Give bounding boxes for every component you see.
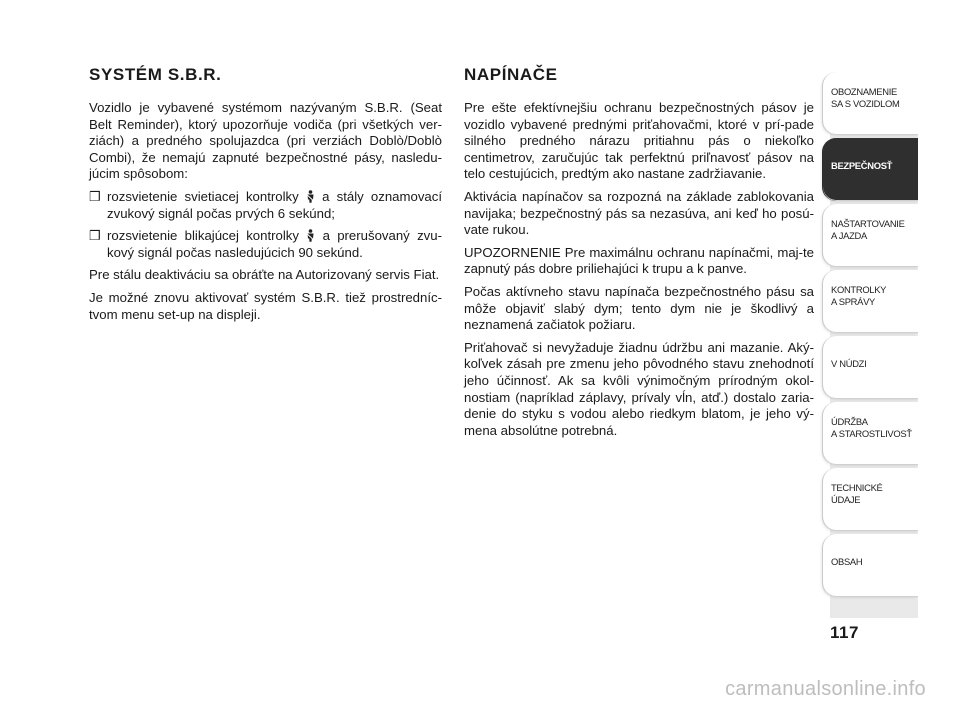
sbr-deactivation-text: Pre stálu deaktiváciu sa obráťte na Autorizovaný servis Fiat. — [89, 267, 440, 283]
sbr-reactivation-text: Je možné znovu aktivovať systém S.B.R. tiež prostredníc-tvom menu set-up na displeji. — [89, 289, 442, 322]
checkbox-bullet-icon: ❒ — [89, 188, 101, 204]
tab-bezpecnost[interactable]: BEZPEČNOSŤ — [822, 138, 918, 201]
tab-obsah[interactable]: OBSAH — [822, 534, 918, 597]
sbr-bullet-2 — [89, 228, 442, 261]
pretensioner-paragraph: Priťahovač si nevyžaduje žiadnu údržbu ani mazanie. Aký-koľvek zásah pre zmenu jeho pôvodného stavu znehodnotí jeho účinnosť. Ak sa kvôli výnimočným prírodným okol-nostiam (napríklad záplavy, prívaly vĺn, atď.) dostalo zaria-denie do styku s vodou alebo riedkym blatom, je jeho vý-mena absolútne potrebná. — [464, 339, 814, 438]
tab-udrzba[interactable]: ÚDRŽBA A STAROSTLIVOSŤ — [822, 402, 918, 465]
page-number: 117 — [830, 623, 859, 642]
pretensioner-paragraph: Pre ešte efektívnejšiu ochranu bezpečnostných pásov je vozidlo vybavené prednými priťahovačmi, ktoré v prí-pade silného predného nárazu pritiahnu pás o niekoľko centimetrov, zaručujúc tak perfektnú priľnavosť pásov na telo cestujúcich, predtým ako nastane zadržiavanie. — [464, 100, 814, 182]
tab-technicke-udaje[interactable]: TECHNICKÉ ÚDAJE — [822, 468, 918, 531]
chapter-tabs — [822, 72, 918, 600]
sbr-intro: Vozidlo je vybavené systémom nazývaným S.B.R. (Seat Belt Reminder), ktorý upozorňuje vodiča (pri všetkých ver-ziách) a predného spolujazdca (pri verziách Doblò/Doblò Combi), že nemajú zapnuté bezpečnostné pásy, nasledu-júcim spôsobom: — [89, 100, 442, 182]
bullet-text-before: rozsvietenie svietiacej kontrolky — [107, 188, 299, 204]
sbr-bullet-1 — [89, 189, 442, 222]
tab-kontrolky[interactable]: KONTROLKY A SPRÁVY — [822, 270, 918, 333]
seatbelt-warning-icon — [306, 190, 315, 203]
section-title-pretensioners: NAPÍNAČE — [464, 65, 558, 84]
checkbox-bullet-icon: ❒ — [89, 228, 101, 244]
section-title-sbr: SYSTÉM S.B.R. — [89, 65, 222, 84]
pretensioner-warning: UPOZORNENIE Pre maximálnu ochranu napínačmi, maj-te zapnutý pás dobre priliehajúci k trupu a k panve. — [464, 244, 814, 277]
seatbelt-warning-icon — [306, 229, 315, 242]
tab-oboznamenie[interactable]: OBOZNAMENIE SA S VOZIDLOM — [822, 72, 918, 135]
tab-v-nudzi[interactable]: V NÚDZI — [822, 336, 918, 399]
watermark: carmanualsonline.info — [725, 678, 926, 700]
pretensioner-paragraph: Počas aktívneho stavu napínača bezpečnostného pásu sa môže objaviť slabý dym; tento dym nie je škodlivý a neznamená začiatok požiaru. — [464, 283, 814, 333]
bullet-text-after: a prerušovaný zvu-kový signál počas nasledujúcich 90 sekúnd. — [107, 228, 442, 260]
right-column — [464, 64, 814, 445]
bullet-text-before: rozsvietenie blikajúcej kontrolky — [107, 228, 299, 244]
tab-nastartovanie[interactable]: NAŠTARTOVANIE A JAZDA — [822, 204, 918, 267]
pretensioner-paragraph: Aktivácia napínačov sa rozpozná na základe zablokovania navijaka; bezpečnostný pás sa nezasúva, ani keď ho posú-vate rukou. — [464, 188, 814, 238]
bullet-text-after: a stály oznamovací zvukový signál počas prvých 6 sekúnd; — [107, 188, 443, 221]
left-column — [89, 64, 442, 329]
